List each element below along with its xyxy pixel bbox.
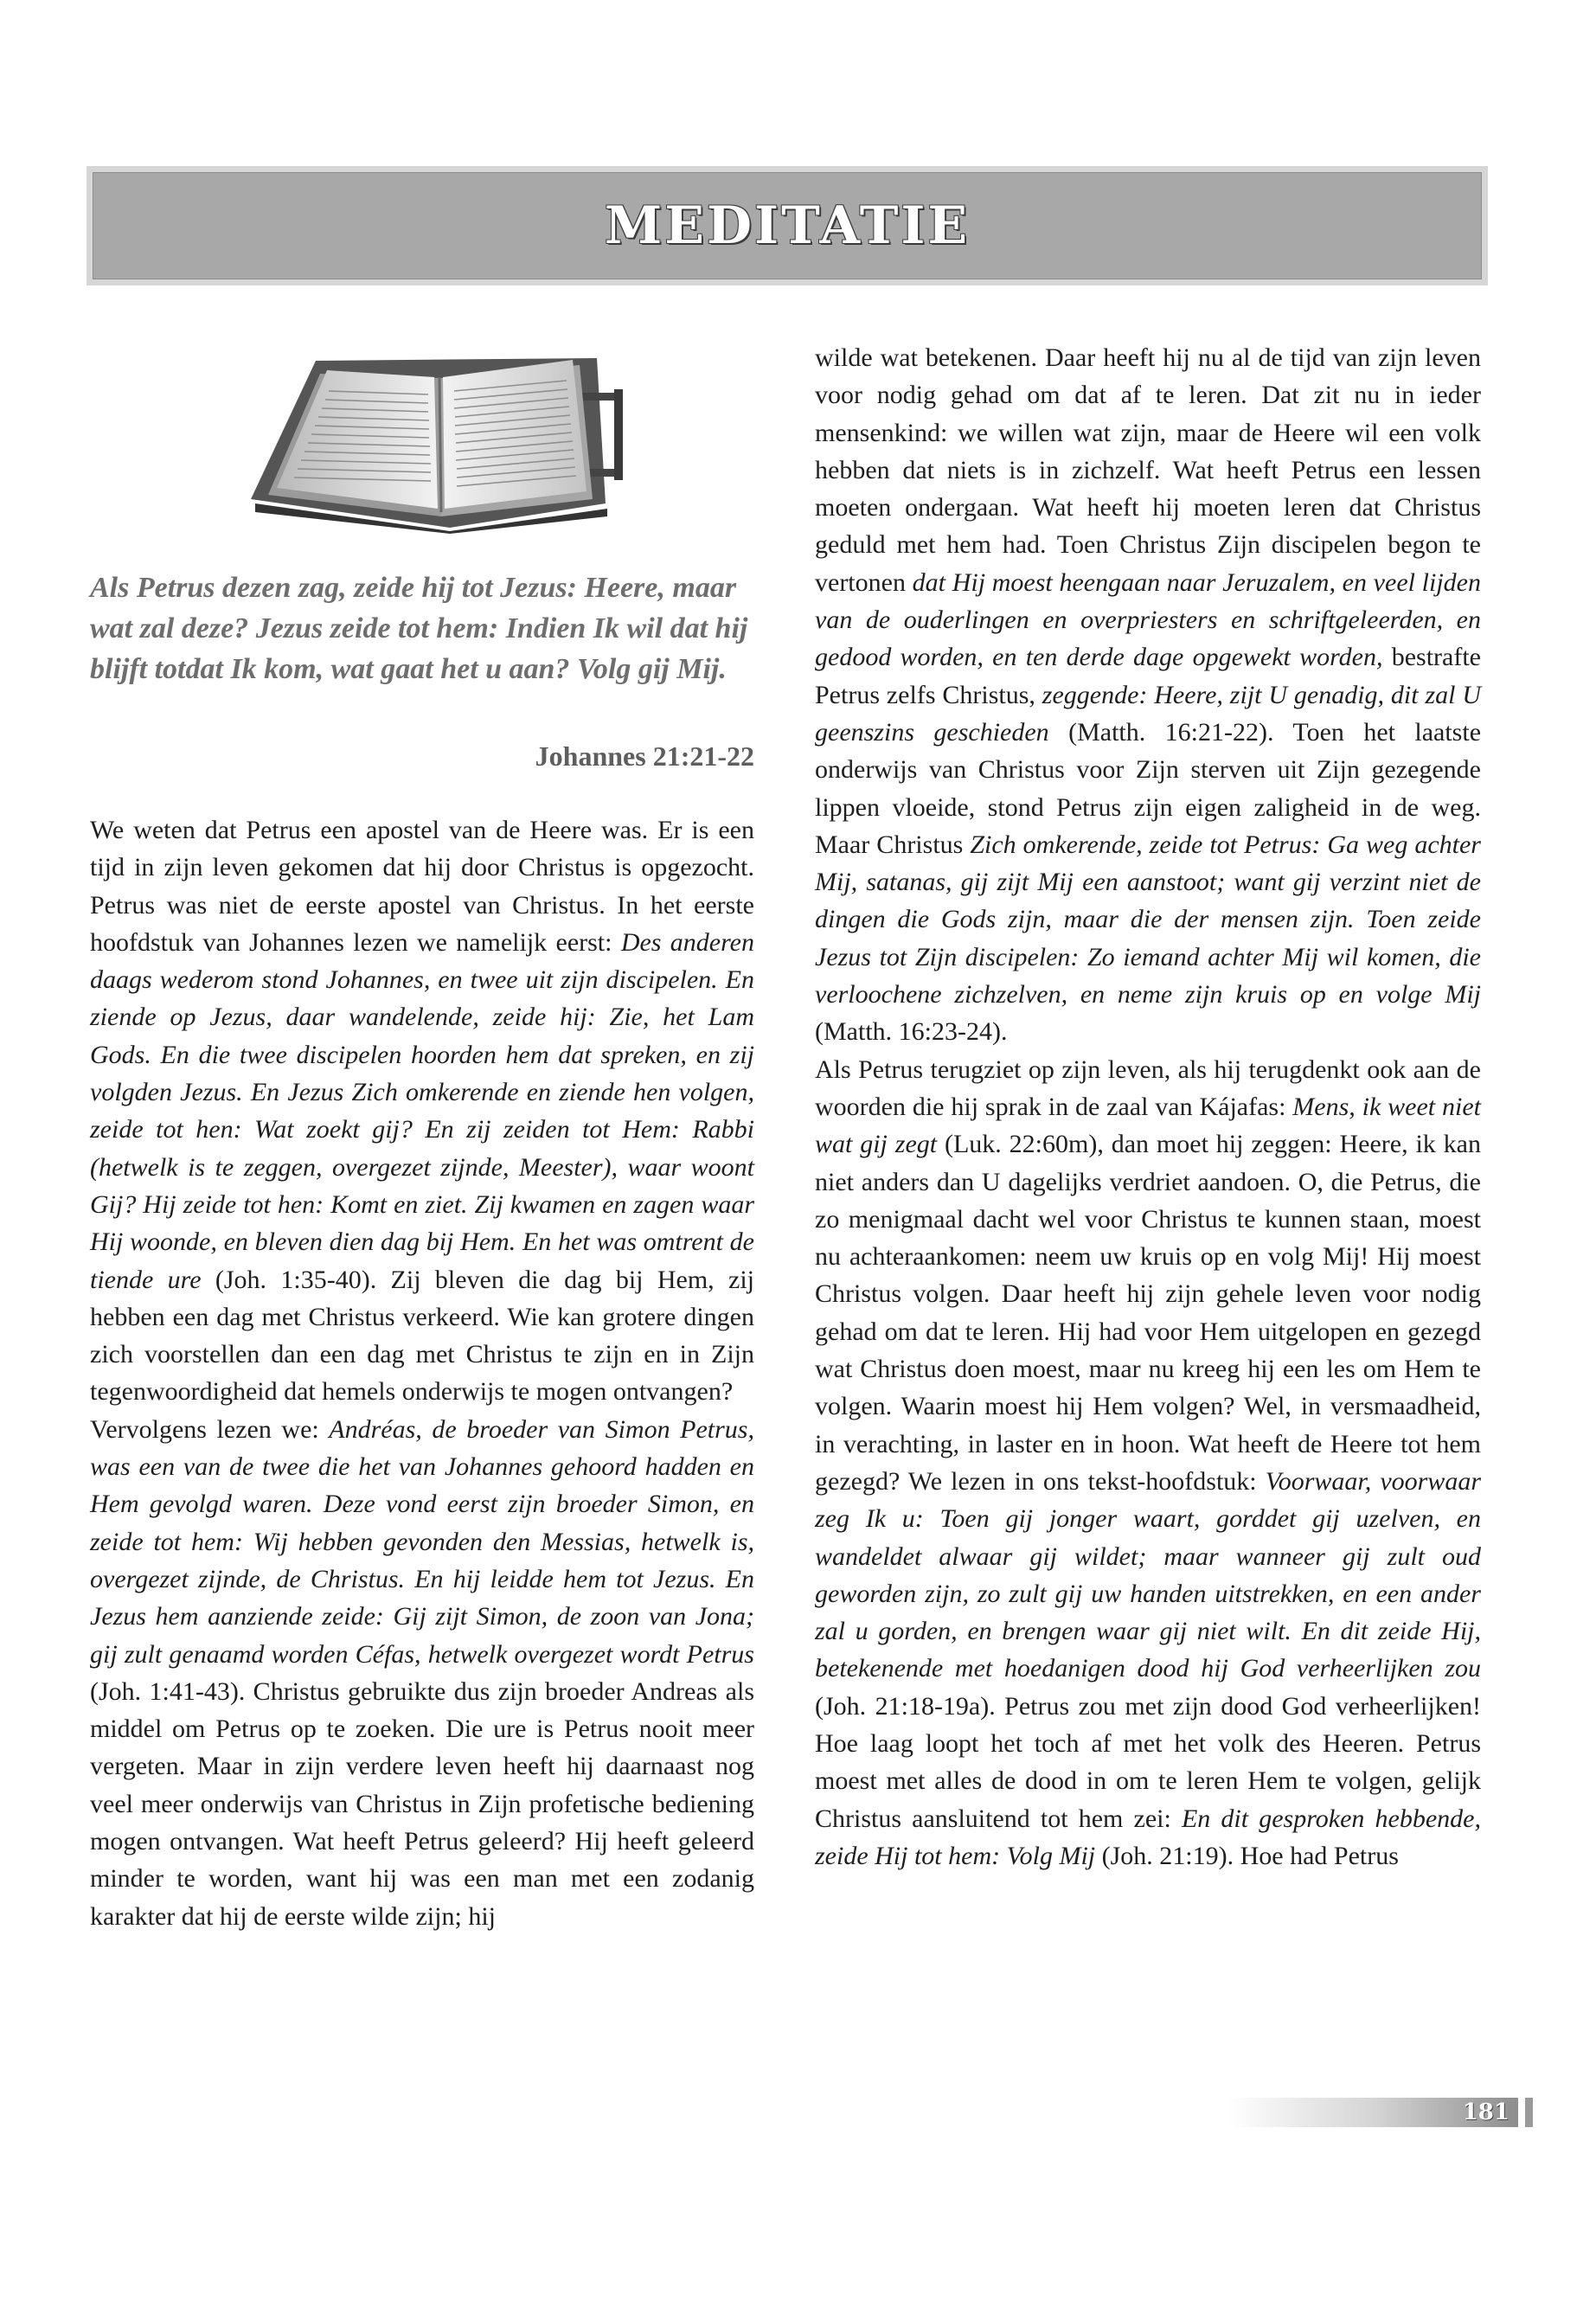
epigraph-reference: Johannes 21:21-22: [535, 740, 754, 772]
body-text: We weten dat Petrus een apostel van de Heere was. Er is een tijd in zijn leven gekomen dat hij door Christus is opgezocht. Petrus was niet de eerste apostel van Christus. In het eerste hoofdstuk van Johannes lezen we namelijk eerst:: [90, 816, 754, 957]
body-text: wilde wat betekenen. Daar heeft hij nu al de tijd van zijn leven voor nodig gehad om dat af te leren. Dat zit nu in ieder mensenkind: we willen wat zijn, maar de Heere wil een volk hebben dat niets is in zichzelf. Wat heeft Petrus een lessen moeten ondergaan. Wat heeft hij moeten leren dat Christus geduld met hem had. Toen Christus Zijn discipelen begon te vertonen: [815, 343, 1481, 597]
open-bible-icon: [234, 339, 623, 534]
body-text: bestrafte Petrus zelfs Christus,: [815, 643, 1481, 709]
body-text: Vervolgens lezen we:: [90, 1414, 330, 1444]
scripture-quote: En dit gesproken hebbende, zeide Hij tot hem: Volg Mij: [815, 1804, 1481, 1870]
paragraph: [815, 339, 1481, 1051]
scripture-quote: Zich omkerende, zeide tot Petrus: Ga weg achter Mij, satanas, gij zijt Mij een aanstoot; want gij verzint niet de dingen die Gods zijn, maar die der mensen zijn. Toen zeide Jezus tot Zijn discipelen: Zo iemand achter Mij wil komen, die verloochene zichzelven, en neme zijn kruis op en volge Mij: [815, 830, 1481, 1009]
scripture-quote: Des anderen daags wederom stond Johannes, en twee uit zijn discipelen. En ziende op Jezus, daar wandelende, zeide hij: Zie, het Lam Gods. En die twee discipelen hoorden hem dat spreken, en zij volgden Jezus. En Jezus Zich omkerende en ziende hen volgen, zeide tot hen: Wat zoekt gij? En zij zeiden tot Hem: Rabbi (hetwelk is te zeggen, overgezet zijnde, Meester), waar woont Gij? Hij zeide tot hen: Komt en ziet. Zij kwamen en zagen waar Hij woonde, en bleven dien dag bij Hem. En het was omtrent de tiende ure: [90, 927, 754, 1294]
epigraph-quote: Als Petrus dezen zag, zeide hij tot Jezus: Heere, maar wat zal deze? Jezus zeide tot hem: Indien Ik wil dat hij blijft totdat Ik kom, wat gaat het u aan? Volg gij Mij.: [90, 572, 748, 685]
scripture-quote: Andréas, de broeder van Simon Petrus, was een van de twee die het van Johannes gehoord hadden en Hem gevolgd waren. Deze vond eerst zijn broeder Simon, en zeide tot hem: Wij hebben gevonden den Messias, hetwelk is, overgezet zijnde, de Christus. En hij leidde hem tot Jezus. En Jezus hem aanziende zeide: Gij zijt Simon, de zoon van Jona; gij zult genaamd worden Céfas, hetwelk overgezet wordt Petrus: [90, 1414, 754, 1669]
body-text: (Matth. 16:23-24).: [815, 1017, 1008, 1047]
body-text: (Joh. 1:41-43). Christus gebruikte dus zijn broeder Andreas als middel om Petrus op te zoeken. Die ure is Petrus nooit meer vergeten. Maar in zijn verdere leven heeft hij daarnaast nog veel meer onderwijs van Christus in Zijn profetische bediening mogen ontvangen. Wat heeft Petrus geleerd? Hij heeft geleerd minder te worden, want hij was een man met een zodanig karakter dat hij de eerste wilde zijn; hij: [90, 1676, 754, 1931]
body-text: (Joh. 1:35-40). Zij bleven die dag bij Hem, zij hebben een dag met Christus verkeerd. Wie kan grotere dingen zich voorstellen dan een dag met Christus te zijn en in Zijn tegenwoordigheid dat hemels onderwijs te mogen ontvangen?: [90, 1265, 754, 1407]
left-column: [90, 811, 754, 1935]
scripture-quote: dat Hij moest heengaan naar Jeruzalem, en veel lijden van de ouderlingen en overpriesters en schriftgeleerden, en gedood worden, en ten derde dage opgewekt worden,: [815, 567, 1481, 672]
open-bible-illustration: [234, 339, 623, 534]
paragraph: [815, 1051, 1481, 1875]
footer-divider: [1518, 2098, 1525, 2127]
body-text: Als Petrus terugziet op zijn leven, als hij terugdenkt ook aan de woorden die hij sprak in de zaal van Kájafas:: [815, 1054, 1481, 1121]
section-title: MEDITATIE: [604, 195, 971, 256]
footer-edge: [1525, 2098, 1533, 2127]
scripture-quote: Voorwaar, voorwaar zeg Ik u: Toen gij jonger waart, gorddet gij uzelven, en wandeldet alwaar gij wildet; maar wanneer gij zult oud geworden zijn, zo zult gij uw handen uitstrekken, en een ander zal u gorden, en brengen waar gij niet wilt. En dit zeide Hij, betekenende met hoedanigen dood hij God verheerlijken zou: [815, 1466, 1481, 1683]
body-text: (Joh. 21:19). Hoe had Petrus: [1095, 1841, 1399, 1870]
scripture-quote: zeggende: Heere, zijt U genadig, dit zal U geenszins geschieden: [815, 680, 1482, 747]
body-text: (Luk. 22:60m), dan moet hij zeggen: Heere, ik kan niet anders dan U dagelijks verdriet aandoen. O, die Petrus, die zo menigmaal dacht wel voor Christus te kunnen staan, moest nu achteraankomen: neem uw kruis op en volg Mij! Hij moest Christus volgen. Daar heeft hij zijn gehele leven voor nodig gehad om dat te leren. Hij had voor Hem uitgelopen en gezegd wat Christus doen moest, maar nu kreeg hij een les om Hem te volgen. Waarin moest hij Hem volgen? Wel, in versmaadheid, in verachting, in laster en in hoon. Wat heeft de Heere tot hem gezegd? We lezen in ons tekst-hoofdstuk:: [815, 1130, 1482, 1496]
right-column: [815, 339, 1481, 1875]
page-number: 181: [1462, 2099, 1509, 2125]
body-text: (Joh. 21:18-19a). Petrus zou met zijn dood God verheerlijken! Hoe laag loopt het toch af met het volk des Heeren. Petrus moest met alles de dood in om te leren Hem te volgen, gelijk Christus aansluitend tot hem zei:: [815, 1691, 1481, 1833]
paragraph: [90, 1411, 754, 1935]
section-header: [87, 166, 1488, 285]
body-text: (Matth. 16:21-22). Toen het laatste onderwijs van Christus voor Zijn sterven uit Zijn gezegende lippen vloeide, stond Petrus zijn eigen zaligheid in de weg. Maar Christus: [815, 717, 1482, 859]
scripture-quote: Mens, ik weet niet wat gij zegt: [815, 1092, 1481, 1159]
paragraph: [90, 811, 754, 1411]
